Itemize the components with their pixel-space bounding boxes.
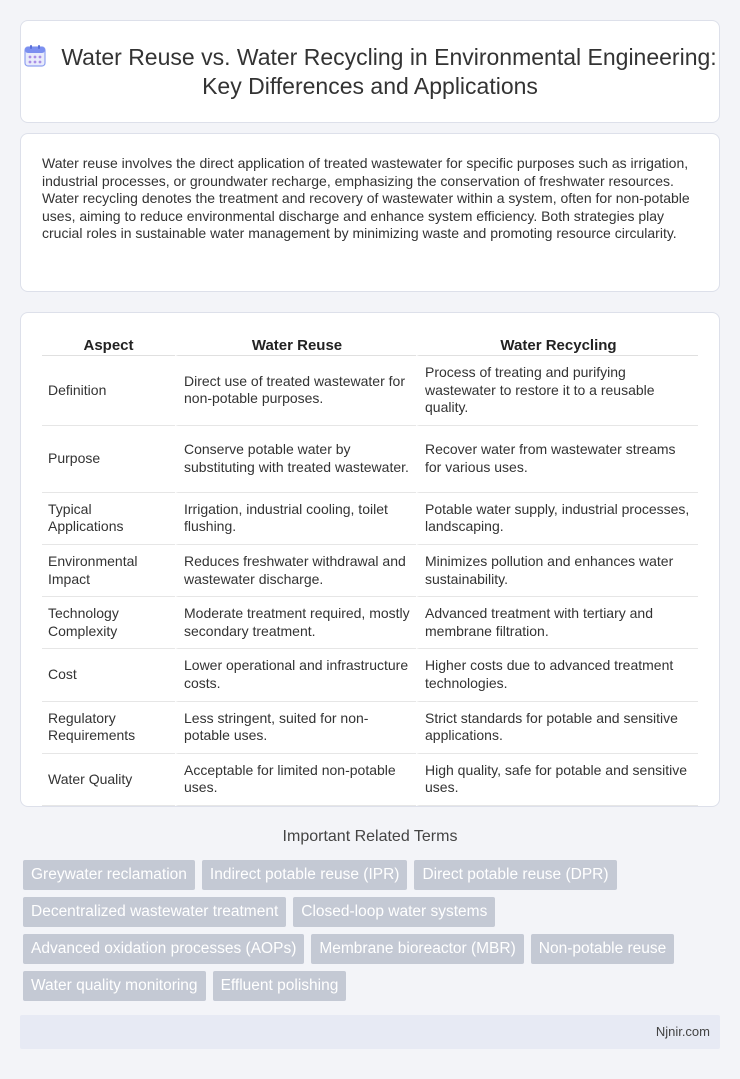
table-row <box>42 356 698 426</box>
table-row <box>42 649 698 701</box>
comparison-table-card <box>20 312 720 807</box>
calendar-icon <box>23 44 47 68</box>
cell-reuse: Lower operational and infrastructure costs. <box>175 649 416 701</box>
term-tag[interactable]: Indirect potable reuse (IPR) <box>202 860 408 890</box>
term-tag[interactable]: Membrane bioreactor (MBR) <box>311 934 523 964</box>
page-title-text: Water Reuse vs. Water Recycling in Environmental Engineering: Key Differences and Applications <box>61 44 717 99</box>
term-tag[interactable]: Greywater reclamation <box>23 860 195 890</box>
cell-recycling: Advanced treatment with tertiary and membrane filtration. <box>416 597 698 649</box>
term-tag[interactable]: Effluent polishing <box>213 971 347 1001</box>
term-tag[interactable]: Closed-loop water systems <box>293 897 495 927</box>
cell-recycling: High quality, safe for potable and sensitive uses. <box>416 754 698 806</box>
term-tag[interactable]: Non-potable reuse <box>531 934 675 964</box>
cell-aspect: Purpose <box>42 426 175 493</box>
cell-aspect: Definition <box>42 356 175 426</box>
cell-recycling: Recover water from wastewater streams for various uses. <box>416 426 698 493</box>
intro-card <box>20 133 720 292</box>
cell-reuse: Reduces freshwater withdrawal and wastewater discharge. <box>175 545 416 597</box>
footer <box>20 1015 720 1049</box>
cell-aspect: Typical Applications <box>42 493 175 545</box>
table-row <box>42 702 698 754</box>
related-terms-list <box>23 860 713 1008</box>
header-water-recycling: Water Recycling <box>416 332 698 356</box>
cell-reuse: Direct use of treated wastewater for non-potable purposes. <box>175 356 416 426</box>
term-tag[interactable]: Decentralized wastewater treatment <box>23 897 286 927</box>
page-title <box>21 43 719 101</box>
title-card <box>20 20 720 123</box>
cell-aspect: Water Quality <box>42 754 175 806</box>
footer-brand[interactable]: Njnir.com <box>655 1024 710 1039</box>
table-row <box>42 597 698 649</box>
cell-recycling: Potable water supply, industrial processes, landscaping. <box>416 493 698 545</box>
cell-aspect: Environmental Impact <box>42 545 175 597</box>
cell-aspect: Regulatory Requirements <box>42 702 175 754</box>
table-row <box>42 426 698 493</box>
term-tag[interactable]: Direct potable reuse (DPR) <box>414 860 616 890</box>
table-row <box>42 545 698 597</box>
table-header-row <box>42 332 698 356</box>
cell-reuse: Moderate treatment required, mostly secondary treatment. <box>175 597 416 649</box>
header-aspect: Aspect <box>42 332 175 356</box>
cell-reuse: Conserve potable water by substituting with treated wastewater. <box>175 426 416 493</box>
cell-reuse: Acceptable for limited non-potable uses. <box>175 754 416 806</box>
table-row <box>42 754 698 806</box>
comparison-table <box>42 332 698 806</box>
cell-recycling: Strict standards for potable and sensitive applications. <box>416 702 698 754</box>
cell-reuse: Less stringent, suited for non-potable uses. <box>175 702 416 754</box>
cell-aspect: Technology Complexity <box>42 597 175 649</box>
header-water-reuse: Water Reuse <box>175 332 416 356</box>
related-terms-heading: Important Related Terms <box>282 828 458 845</box>
table-row <box>42 493 698 545</box>
intro-paragraph: Water reuse involves the direct application of treated wastewater for specific purposes such as irrigation, industrial processes, or groundwater recharge, emphasizing the conservation of freshwater resources. Water recycling denotes the treatment and recovery of wastewater within a system, often for non-potable uses, aiming to reduce environmental discharge and enhance system efficiency. Both strategies play crucial roles in sustainable water management by minimizing waste and promoting resource circularity. <box>42 155 690 242</box>
cell-reuse: Irrigation, industrial cooling, toilet flushing. <box>175 493 416 545</box>
cell-recycling: Minimizes pollution and enhances water sustainability. <box>416 545 698 597</box>
term-tag[interactable]: Water quality monitoring <box>23 971 206 1001</box>
cell-recycling: Process of treating and purifying wastewater to restore it to a reusable quality. <box>416 356 698 426</box>
cell-recycling: Higher costs due to advanced treatment technologies. <box>416 649 698 701</box>
cell-aspect: Cost <box>42 649 175 701</box>
term-tag[interactable]: Advanced oxidation processes (AOPs) <box>23 934 304 964</box>
